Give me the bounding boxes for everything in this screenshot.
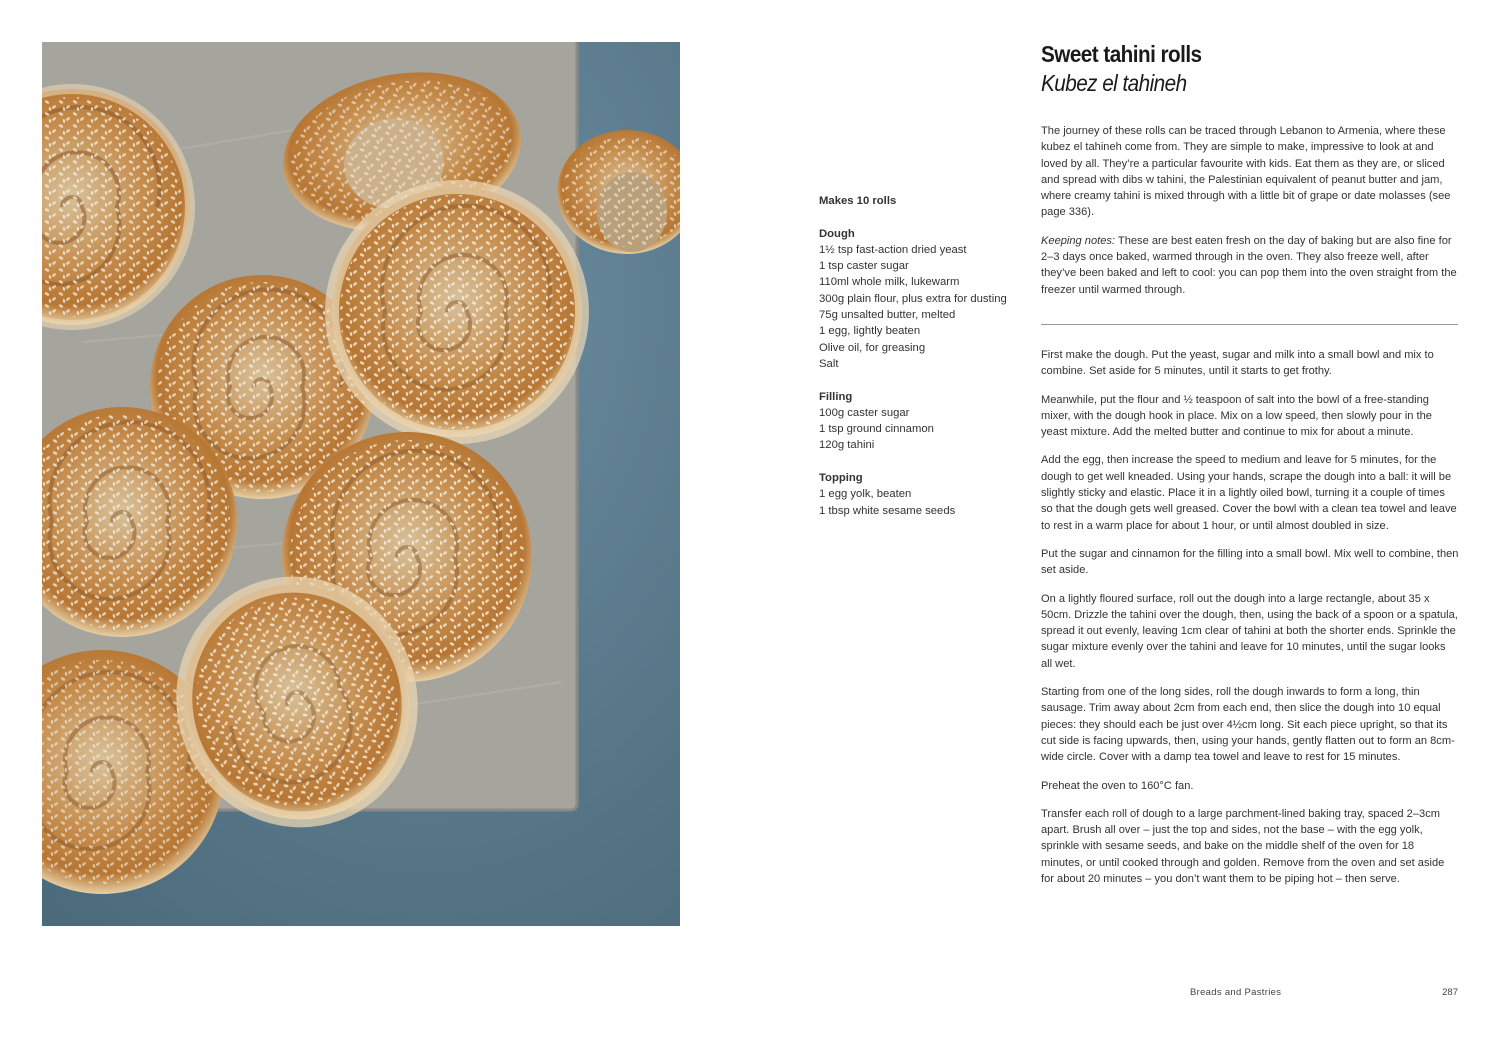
keeping-notes (1041, 233, 1459, 298)
ingredient-group-title: Topping (819, 472, 863, 485)
ingredient-item: 300g plain flour, plus extra for dusting (819, 292, 1007, 305)
section-divider (1041, 324, 1458, 325)
ingredient-item: 1 egg yolk, beaten (819, 488, 912, 501)
ingredient-item: 1½ tsp fast-action dried yeast (819, 243, 967, 256)
recipe-title: Sweet tahini rolls (1041, 41, 1202, 67)
method-step: Add the egg, then increase the speed to medium and leave for 5 minutes, for the dough to get well kneaded. Using your hands, scrape the dough into a ball: it will be slightly sticky and elastic. Place it in a lightly oiled bowl, turning it a couple of times so that the dough gets well greased. Cover the bowl with a clean tea towel and leave to rest in a warm place for about 1 hour, or until almost doubled in size. (1041, 454, 1457, 532)
method-steps (1041, 347, 1459, 899)
method-step: On a lightly floured surface, roll out the dough into a large rectangle, about 35 x 50cm. Drizzle the tahini over the dough, then, using the back of a spoon or a spatula, spread it out evenly, leaving 1cm clear of tahini at both the shorter ends. Sprinkle the sugar mixture evenly over the tahini and leave for 10 minutes, until the sugar looks all wet. (1041, 592, 1458, 670)
ingredient-group-title: Filling (819, 390, 853, 403)
ingredient-item: 75g unsalted butter, melted (819, 309, 956, 322)
ingredient-group-filling (819, 389, 1009, 454)
method-step: Meanwhile, put the flour and ½ teaspoon of salt into the bowl of a free-standing mixer, with the dough hook in place. Mix on a low speed, then slowly pour in the yeast mixture. Add the melted butter and continue to mix for about a minute. (1041, 393, 1432, 439)
ingredient-group-dough (819, 226, 1009, 373)
intro-paragraph: The journey of these rolls can be traced through Lebanon to Armenia, where these kubez el tahineh come from. They are simple to make, impressive to look at and loved by all. They’re a particular favourite with kids. Eat them as they are, or sliced and spread with dibs w tahini, the Palestinian equivalent of peanut butter and jam, where creamy tahini is mixed through with a little bit of grape or date molasses (see page 336). (1041, 125, 1451, 219)
keeping-notes-text: These are best eaten fresh on the day of baking but are also fine for 2–3 days once baked, warmed through in the oven. They also freeze well, after they’ve been baked and left to cool: you can pop them into the oven straight from the freezer until warmed through. (1041, 234, 1457, 296)
recipe-subtitle: Kubez el tahineh (1041, 70, 1187, 96)
ingredient-item: 1 egg, lightly beaten (819, 325, 921, 338)
intro-text (1041, 123, 1459, 310)
ingredient-item: 100g caster sugar (819, 406, 910, 419)
ingredients-list (819, 193, 1009, 535)
ingredient-group-title: Dough (819, 227, 855, 240)
yield: Makes 10 rolls (819, 195, 897, 207)
ingredient-item: Olive oil, for greasing (819, 341, 926, 354)
method-step: Put the sugar and cinnamon for the filling into a small bowl. Mix well to combine, then set aside. (1041, 547, 1459, 577)
method-step: First make the dough. Put the yeast, sugar and milk into a small bowl and mix to combine. Set aside for 5 minutes, until it starts to get frothy. (1041, 349, 1434, 378)
keeping-notes-label: Keeping notes: (1041, 234, 1116, 247)
method-step: Transfer each roll of dough to a large parchment-lined baking tray, spaced 2–3cm apart. Brush all over – just the top and sides, not the base – with the egg yolk, sprinkle with sesame seeds, and bake on the middle shelf of the oven for 18 minutes, or until cooked through and golden. Remove from the oven and set aside for about 20 minutes – you don’t want them to be piping hot – then serve. (1041, 807, 1445, 886)
photo-tahini-rolls (42, 42, 680, 926)
ingredient-item: 1 tbsp white sesame seeds (819, 504, 956, 517)
ingredient-item: 1 tsp ground cinnamon (819, 423, 934, 436)
ingredient-item: 120g tahini (819, 439, 875, 452)
page-number: 287 (1442, 987, 1458, 998)
method-step: Starting from one of the long sides, roll the dough inwards to form a long, thin sausage. Trim away about 2cm from each end, then slice the dough into 10 equal pieces: they should each be just over 4½cm long. Sit each piece upright, so that its cut side is facing upwards, then, using your hands, gently flatten out to form an 8cm-wide circle. Cover with a damp tea towel and leave to rest for 15 minutes. (1041, 686, 1455, 764)
ingredient-item: 1 tsp caster sugar (819, 260, 909, 273)
footer-section-title: Breads and Pastries (1190, 987, 1282, 998)
ingredient-item: 110ml whole milk, lukewarm (819, 276, 960, 289)
ingredient-group-topping (819, 470, 1009, 519)
ingredient-item: Salt (819, 357, 839, 370)
method-step: Preheat the oven to 160°C fan. (1041, 779, 1194, 792)
